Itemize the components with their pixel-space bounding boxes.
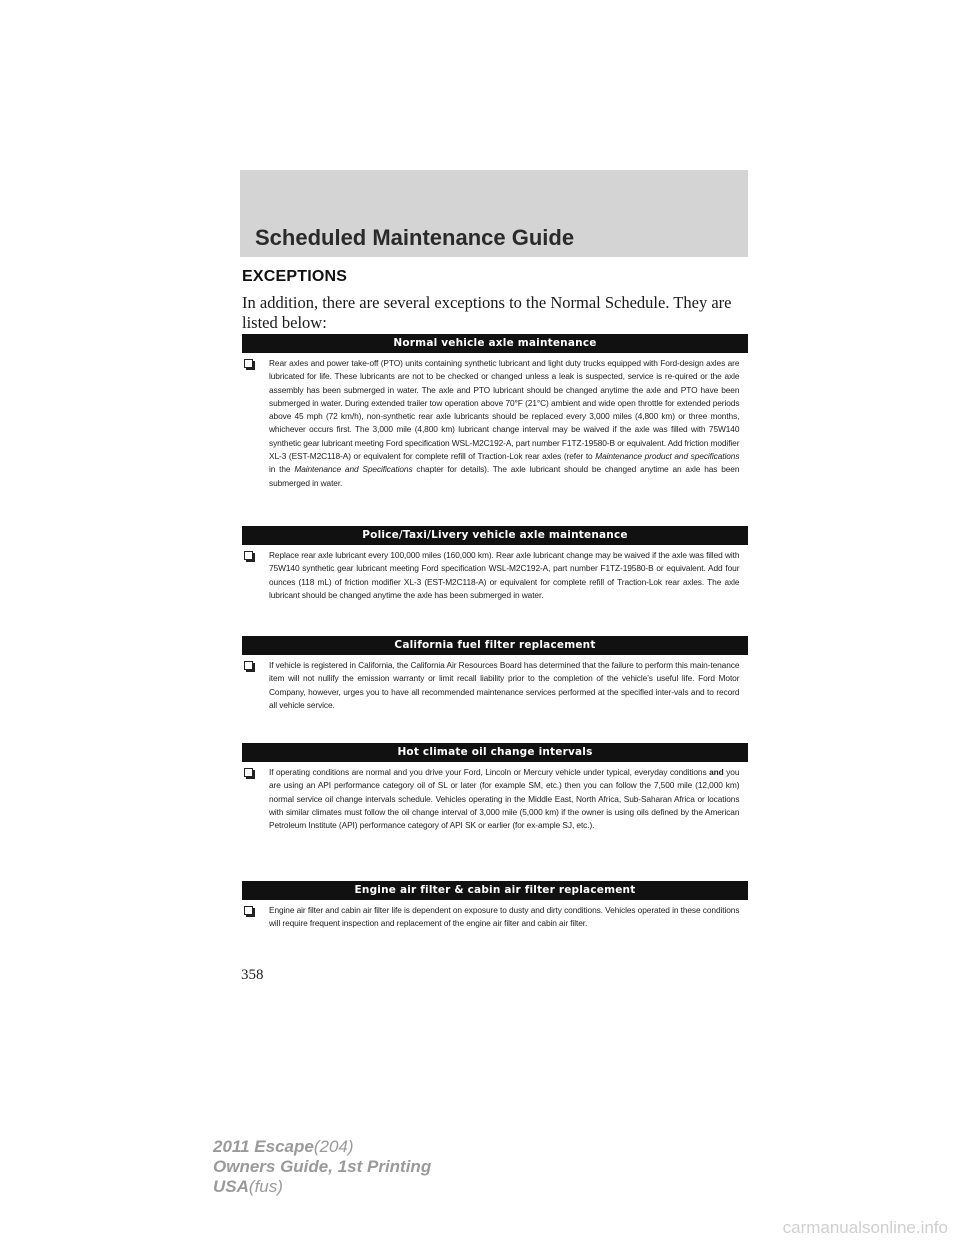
checkbox-icon	[244, 359, 253, 368]
reference-link: Maintenance product and specifications	[595, 451, 740, 462]
checkbox-icon	[244, 768, 253, 777]
chapter-title: Scheduled Maintenance Guide	[255, 225, 575, 250]
footer-line-3: USA(fus)	[213, 1177, 283, 1196]
list-item	[242, 357, 748, 490]
checkbox-icon	[244, 906, 253, 915]
list-item	[242, 659, 748, 712]
section-title: Hot climate oil change intervals	[242, 743, 748, 762]
emphasis-text: and	[709, 767, 724, 777]
section-title: Police/Taxi/Livery vehicle axle maintenance	[242, 526, 748, 545]
list-item	[242, 549, 748, 602]
watermark: carmanualsonline.info	[782, 1218, 948, 1237]
checkbox-icon	[244, 551, 253, 560]
item-text: Engine air filter and cabin air filter life is dependent on exposure to dusty and dirty conditions. Vehicles operated in these conditions will require frequent inspection and replacement of the engine air filter and cabin air filter.	[269, 905, 740, 929]
checkbox-icon	[244, 661, 253, 670]
list-item	[242, 904, 748, 931]
section-hot-climate-oil	[242, 743, 748, 832]
item-text: If operating conditions are normal and you drive your Ford, Lincoln or Mercury vehicle under typical, everyday conditions and you are using an API performance category oil of SL or later (for example SM, etc.) then you can follow the 7,500 mile (12,000 km) normal service oil change intervals schedule. Vehicles operating in the Middle East, North Africa, Sub-Saharan Africa or locations with similar climates must follow the oil change interval of 3,000 mile (5,000 km) if the owner is using oils defined by the American Petroleum Institute (API) performance category of API SK or earlier (for ex-ample SJ, etc.).	[269, 767, 740, 831]
exceptions-heading: EXCEPTIONS	[242, 268, 348, 285]
section-title: Engine air filter & cabin air filter replacement	[242, 881, 748, 900]
footer-line-1: 2011 Escape(204)	[213, 1137, 354, 1156]
reference-link: Maintenance and Specifications	[294, 464, 413, 475]
exceptions-intro: In addition, there are several exceptions to the Normal Schedule. They are listed below:	[242, 293, 732, 332]
section-police-axle	[242, 526, 748, 602]
page-number: 358	[241, 967, 264, 983]
section-title: California fuel filter replacement	[242, 636, 748, 655]
section-title: Normal vehicle axle maintenance	[242, 334, 748, 353]
section-normal-axle	[242, 334, 748, 490]
item-text: Replace rear axle lubricant every 100,000 miles (160,000 km). Rear axle lubricant change may be waived if the axle was filled with 75W140 synthetic gear lubricant meeting Ford specification WSL-M2C192-A, part number F1TZ-19580-B or equivalent. Add four ounces (118 mL) of friction modifier XL-3 (EST-M2C118-A) or equivalent for complete refill of Traction-Lok rear axles. The axle lubricant should be changed anytime the axle has been submerged in water.	[269, 550, 740, 600]
footer-line-2: Owners Guide, 1st Printing	[213, 1157, 432, 1176]
print-footer	[213, 1137, 431, 1197]
item-text: Rear axles and power take-off (PTO) units containing synthetic lubricant and light duty trucks equipped with Ford-design axles are lubricated for life. These lubricants are not to be checked or changed unless a leak is suspected, service is re-quired or the axle assembly has been submerged in water. The axle and PTO lubricant should be changed anytime the axle and PTO have been submerged in water. During extended trailer tow operation above 70°F (21°C) ambient and wide open throttle for extended periods above 45 mph (72 km/h), non-synthetic rear axle lubricants should be replaced every 3,000 miles (4,800 km) or three months, whichever occurs first. The 3,000 mile (4,800 km) lubricant change interval may be waived if the axle was filled with 75W140 synthetic gear lubricant meeting Ford specification WSL-M2C192-A, part number F1TZ-19580-B or equivalent. Add friction modifier XL-3 (EST-M2C118-A) or equivalent for complete refill of Traction-Lok rear axles (refer to Maintenance product and specifications in the Maintenance and Specifications chapter for details). The axle lubricant should be changed anytime an axle has been submerged in water.	[269, 358, 740, 488]
item-text: If vehicle is registered in California, the California Air Resources Board has determined that the failure to perform this main-tenance item will not nullify the emission warranty or limit recall liability prior to the completion of the vehicle’s useful life. Ford Motor Company, however, urges you to have all recommended maintenance services performed at the specified inter-vals and to record all vehicle service.	[269, 660, 740, 710]
section-california-fuel-filter	[242, 636, 748, 712]
list-item	[242, 766, 748, 832]
section-air-filter	[242, 881, 748, 931]
chapter-header-bar	[240, 170, 748, 257]
